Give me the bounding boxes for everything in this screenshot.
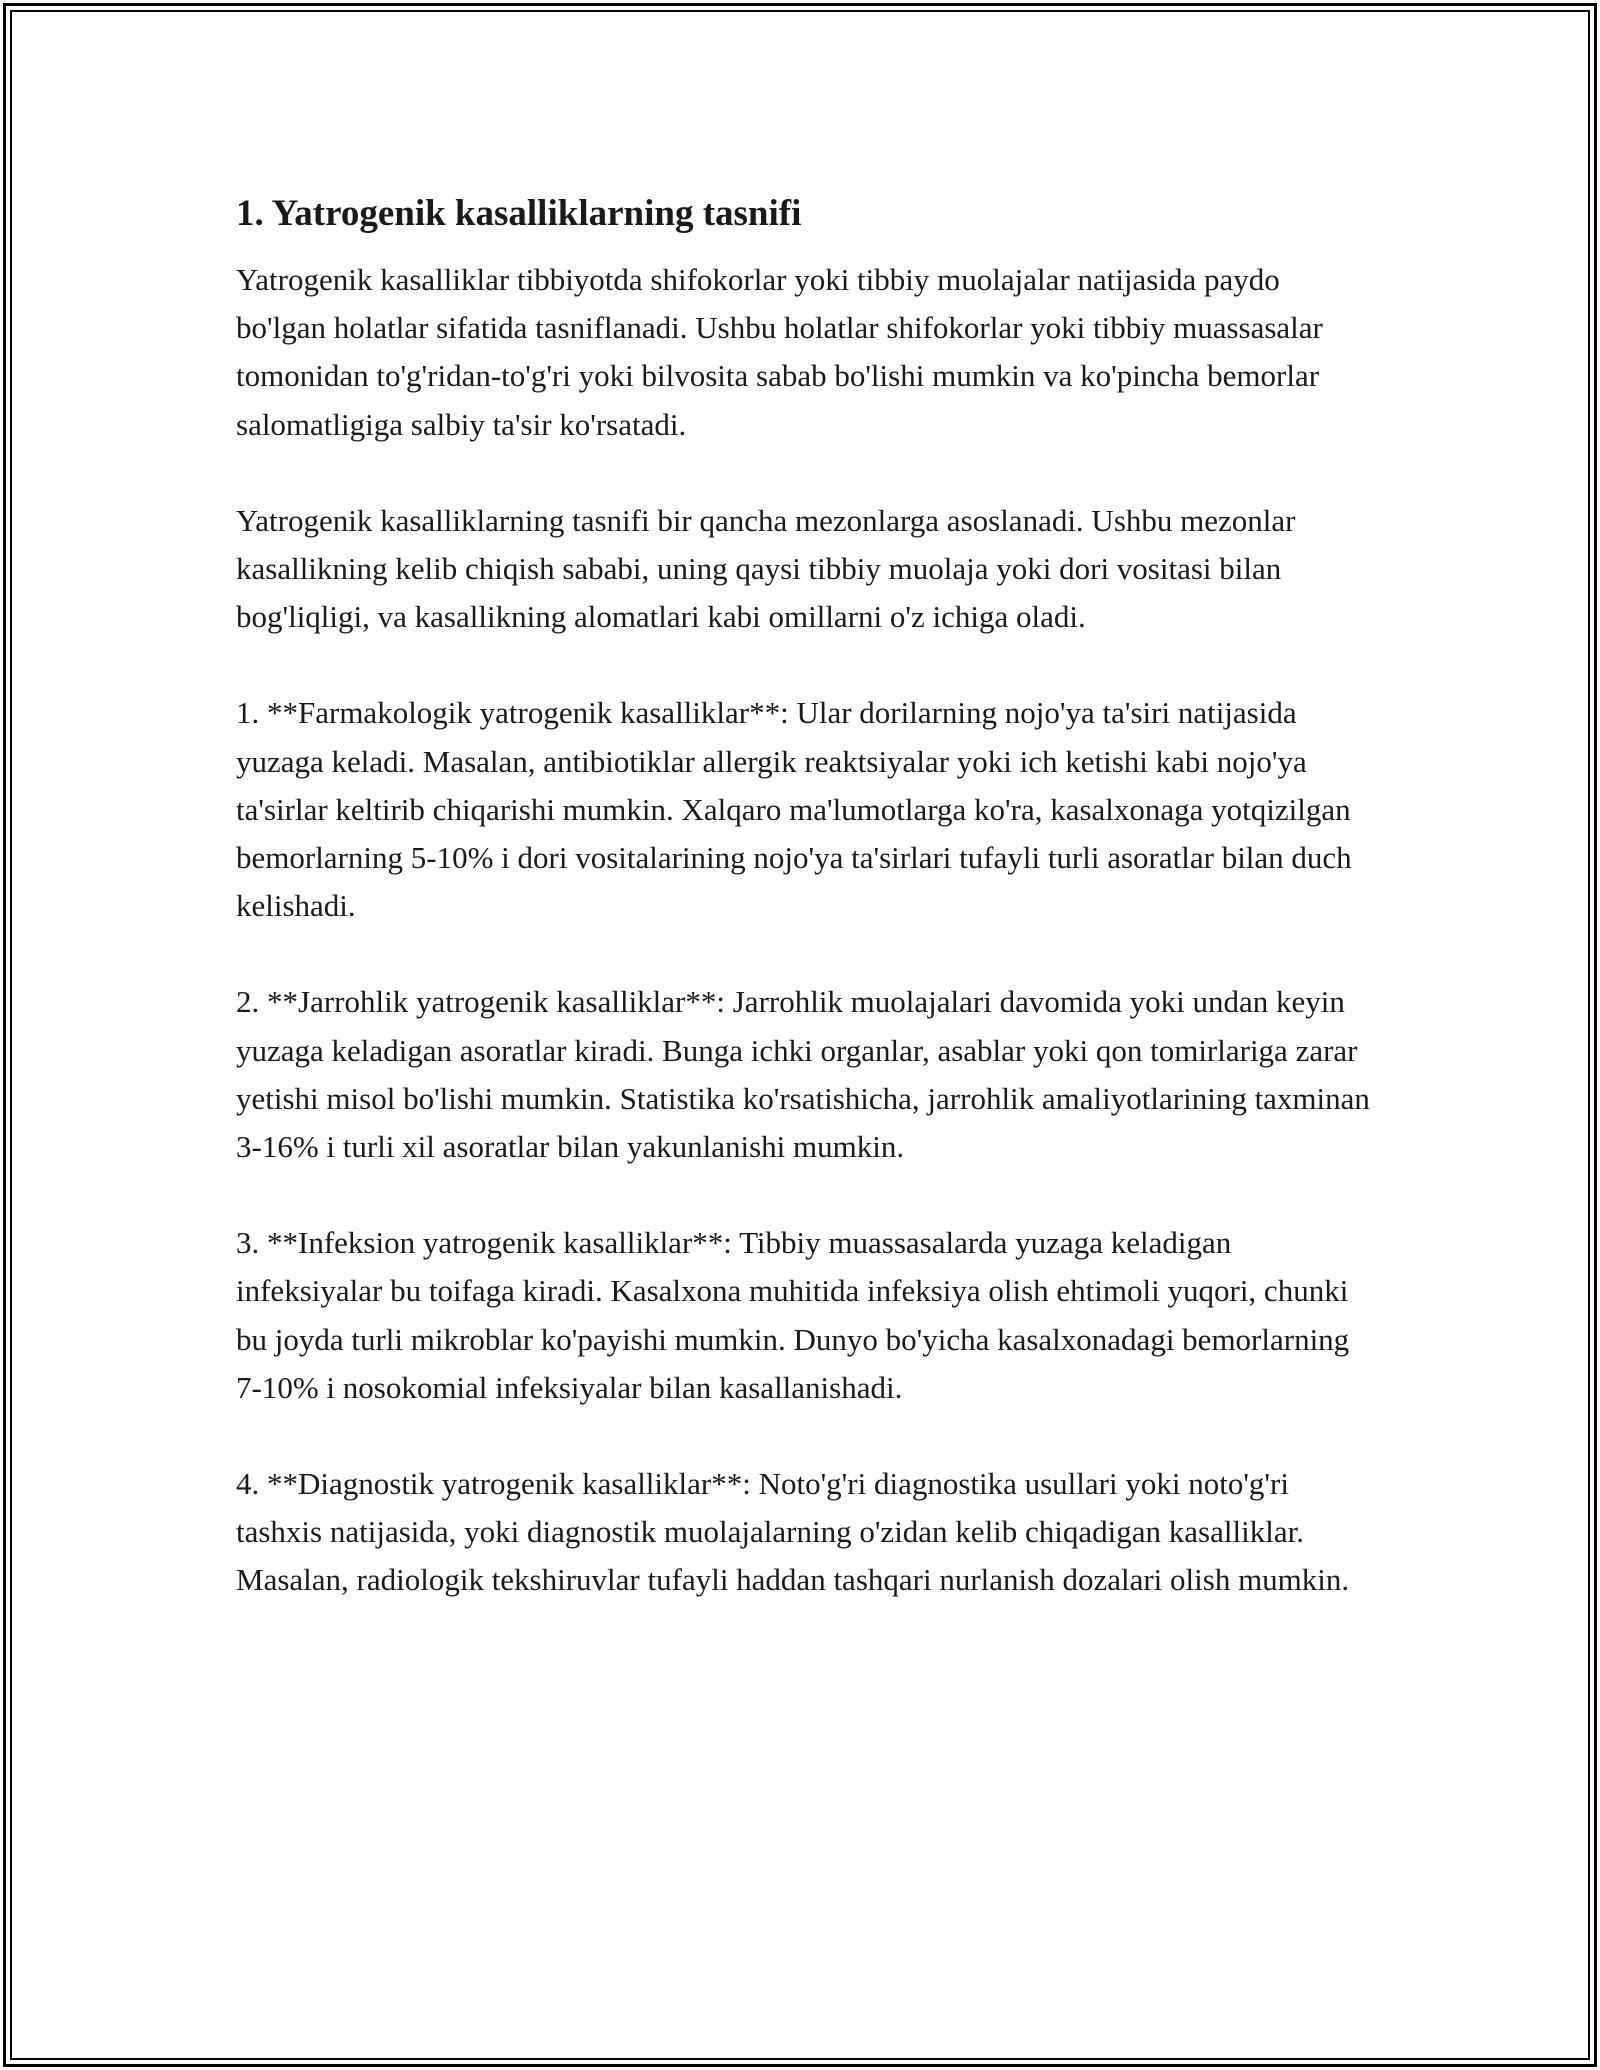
pharmacological-paragraph: 1. **Farmakologik yatrogenik kasalliklar**: Ular dorilarning nojo'ya ta'siri natijasida yuzaga keladi. Masalan, antibiotiklar allergik reaktsiyalar yoki ich ketishi kabi nojo'ya ta'sirlar keltirib chiqarishi mumkin. Xalqaro ma'lumotlarga ko'ra, kasalxonaga yotqizilgan bemorlarning 5-10% i dori vositalarining nojo'ya ta'sirlari tufayli turli asoratlar bilan duch kelishadi. (236, 695, 1352, 924)
document-title: 1. Yatrogenik kasalliklarning tasnifi (236, 193, 802, 234)
surgical-paragraph: 2. **Jarrohlik yatrogenik kasalliklar**: Jarrohlik muolajalari davomida yoki undan keyin yuzaga keladigan asoratlar kiradi. Bunga ichki organlar, asablar yoki qon tomirlariga zarar yetishi misol bo'lishi mumkin. Statistika ko'rsatishicha, jarrohlik amaliyotlarining taxminan 3-16% i turli xil asoratlar bilan yakunlanishi mumkin. (236, 984, 1370, 1165)
criteria-paragraph: Yatrogenik kasalliklarning tasnifi bir qancha mezonlarga asoslanadi. Ushbu mezonlar kasallikning kelib chiqish sababi, uning qaysi tibbiy muolaja yoki dori vositasi bilan bog'liqligi, va kasallikning alomatlari kabi omillarni o'z ichiga oladi. (236, 502, 1296, 635)
diagnostic-paragraph: 4. **Diagnostik yatrogenik kasalliklar**: Noto'g'ri diagnostika usullari yoki noto'g'ri tashxis natijasida, yoki diagnostik muolajalarning o'zidan kelib chiqadigan kasalliklar. Masalan, radiologik tekshiruvlar tufayli haddan tashqari nurlanish dozalari olish mumkin. (236, 1466, 1350, 1598)
infectious-paragraph: 3. **Infeksion yatrogenik kasalliklar**: Tibbiy muassasalarda yuzaga keladigan infeksiyalar bu toifaga kiradi. Kasalxona muhitida infeksiya olish ehtimoli yuqori, chunki bu joyda turli mikroblar ko'payishi mumkin. Dunyo bo'yicha kasalxonadagi bemorlarning 7-10% i nosokomial infeksiyalar bilan kasallanishadi. (236, 1225, 1350, 1405)
document-body (236, 190, 1376, 1653)
intro-paragraph: Yatrogenik kasalliklar tibbiyotda shifokorlar yoki tibbiy muolajalar natijasida paydo bo'lgan holatlar sifatida tasniflanadi. Ushbu holatlar shifokorlar yoki tibbiy muassasalar tomonidan to'g'ridan-to'g'ri yoki bilvosita sabab bo'lishi mumkin va ko'pincha bemorlar salomatligiga salbiy ta'sir ko'rsatadi. (236, 262, 1323, 442)
